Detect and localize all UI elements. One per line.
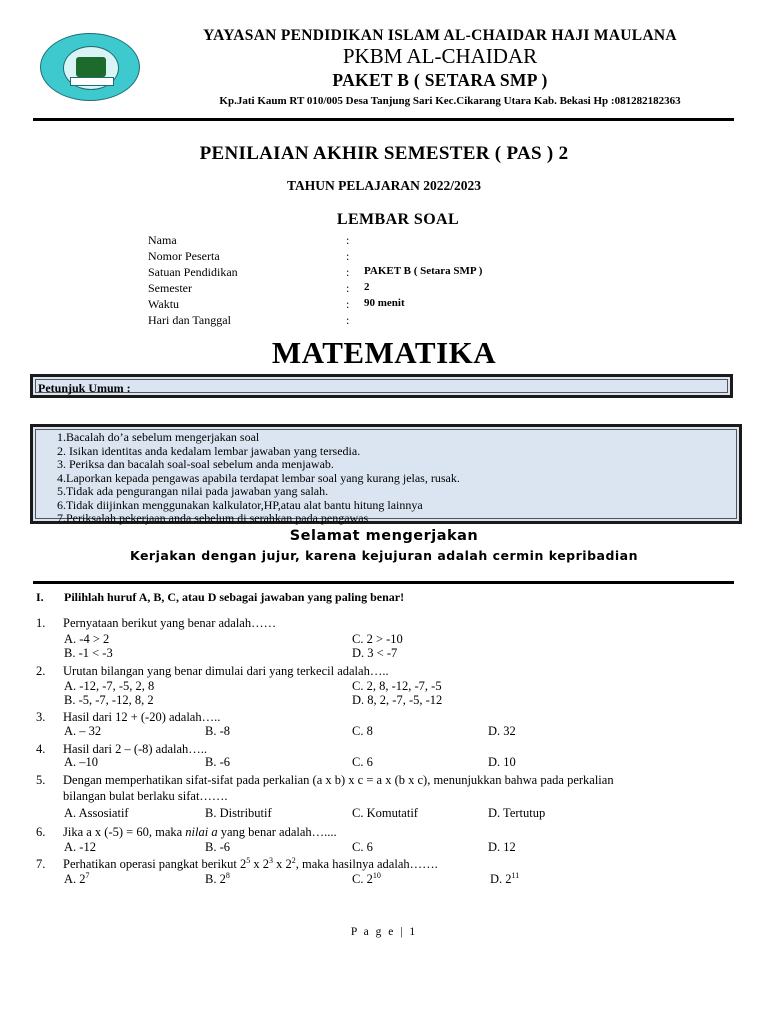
instruction-item: 2. Isikan identitas anda kedalam lembar jawaban yang tersedia. <box>57 443 361 458</box>
identity-colon: : <box>346 297 350 311</box>
option-b: B. Distributif <box>205 806 272 820</box>
greeting: Selamat mengerjakan <box>289 528 479 544</box>
option-a: A. -4 > 2 <box>64 632 110 646</box>
option-d: D. 12 <box>488 840 516 854</box>
option-b: B. -6 <box>205 840 230 854</box>
header-divider <box>33 118 734 121</box>
identity-colon: : <box>346 265 350 279</box>
option-c: C. Komutatif <box>352 806 418 820</box>
identity-label: Waktu <box>148 297 180 311</box>
school-logo <box>40 33 140 101</box>
instruction-item: 7.Periksalah pekerjaan anda sebelum di serahkan pada pengawas <box>57 511 369 525</box>
option-c: C. 2, 8, -12, -7, -5 <box>352 679 442 693</box>
option-b: B. -5, -7, -12, 8, 2 <box>64 693 154 707</box>
identity-colon: : <box>346 233 350 247</box>
question-text: Urutan bilangan yang benar dimulai dari yang terkecil adalah….. <box>63 664 389 678</box>
option-b: B. -6 <box>205 755 230 769</box>
option-b: B. $2^8$ <box>205 870 230 886</box>
identity-value: PAKET B ( Setara SMP ) <box>364 265 483 277</box>
option-c: C. 6 <box>352 840 373 854</box>
general-instructions-box <box>30 374 733 398</box>
question-text: Perhatikan operasi pangkat berikut $2^5$ x $2^3$ x $2^2$, maka hasilnya adalah……. <box>63 855 438 871</box>
identity-label: Hari dan Tanggal <box>148 313 231 327</box>
identity-label: Nomor Peserta <box>148 249 220 263</box>
identity-label: Satuan Pendidikan <box>148 265 238 279</box>
program-name: PAKET B ( SETARA SMP ) <box>332 70 548 90</box>
option-d: D. 8, 2, -7, -5, -12 <box>352 693 443 707</box>
question-text: Hasil dari 12 + (-20) adalah….. <box>63 710 221 724</box>
foundation-name: YAYASAN PENDIDIKAN ISLAM AL-CHAIDAR HAJI MAULANA <box>203 27 677 44</box>
option-a: A. –10 <box>64 755 99 769</box>
section-number: I. <box>36 590 44 604</box>
identity-label: Semester <box>148 281 192 295</box>
ribbon-icon <box>70 77 114 86</box>
question-number: 3. <box>36 710 46 724</box>
option-d: D. 3 < -7 <box>352 646 398 660</box>
logo-emblem <box>63 46 119 90</box>
instructions-box <box>30 424 742 524</box>
option-a: A. Assosiatif <box>64 806 129 820</box>
option-a: A. -12, -7, -5, 2, 8 <box>64 679 155 693</box>
page-number: P a g e | 1 <box>350 926 418 938</box>
instructions-list <box>57 431 460 526</box>
question-text: Jika a x (-5) = 60, maka nilai a yang benar adalah….... <box>63 825 337 839</box>
option-d: D. 10 <box>488 755 516 769</box>
instruction-item: 6.Tidak diijinkan menggunakan kalkulator,HP,atau alat bantu hitung lainnya <box>57 497 423 512</box>
identity-value: 90 menit <box>364 297 405 309</box>
section-divider <box>33 581 734 584</box>
instruction-item: 3. Periksa dan bacalah soal-soal sebelum anda menjawab. <box>57 457 334 471</box>
school-address: Kp.Jati Kaum RT 010/005 Desa Tanjung Sari Kec.Cikarang Utara Kab. Bekasi Hp :081282182363 <box>219 95 681 107</box>
option-c: C. 2 > -10 <box>352 632 403 646</box>
option-c: C. 6 <box>352 755 373 769</box>
question-number: 5. <box>36 773 46 787</box>
identity-colon: : <box>346 313 350 327</box>
question-number: 4. <box>36 742 46 756</box>
question-number: 1. <box>36 616 46 630</box>
sheet-title: LEMBAR SOAL <box>336 211 460 228</box>
option-a: A. $2^7$ <box>64 870 90 886</box>
instruction-item: 4.Laporkan kepada pengawas apabila terdapat lembar soal yang kurang jelas, rusak. <box>57 470 460 485</box>
school-name: PKBM AL-CHAIDAR <box>342 44 538 68</box>
instruction-item: 5.Tidak ada pengurangan nilai pada jawaban yang salah. <box>57 484 329 498</box>
option-c: C. $2^{10}$ <box>352 870 381 886</box>
book-icon <box>76 57 106 77</box>
option-b: B. -8 <box>205 724 230 738</box>
subject-title: MATEMATIKA <box>271 335 497 370</box>
identity-label: Nama <box>148 233 177 247</box>
question-number: 7. <box>36 857 46 871</box>
option-d: D. $2^{11}$ <box>490 870 520 886</box>
option-d: D. 32 <box>488 724 516 738</box>
question-text: Dengan memperhatikan sifat-sifat pada perkalian (a x b) x c = a x (b x c), menunjukkan bahwa pada perkalian <box>63 773 614 787</box>
option-a: A. -12 <box>64 840 96 854</box>
section-instruction: Pilihlah huruf A, B, C, atau D sebagai jawaban yang paling benar! <box>64 590 405 604</box>
option-c: C. 8 <box>352 724 373 738</box>
question-number: 6. <box>36 825 46 839</box>
academic-year: TAHUN PELAJARAN 2022/2023 <box>286 178 481 193</box>
identity-colon: : <box>346 281 350 295</box>
identity-value: 2 <box>364 281 370 293</box>
option-d: D. Tertutup <box>488 806 546 820</box>
question-number: 2. <box>36 664 46 678</box>
question-text-continued: bilangan bulat berlaku sifat……. <box>63 789 228 803</box>
option-a: A. – 32 <box>64 724 102 738</box>
identity-colon: : <box>346 249 350 263</box>
option-b: B. -1 < -3 <box>64 646 113 660</box>
general-instructions-label: Petunjuk Umum : <box>38 381 131 395</box>
question-text: Hasil dari 2 – (-8) adalah….. <box>63 742 208 756</box>
question-text: Pernyataan berikut yang benar adalah…… <box>63 616 277 630</box>
exam-title: PENILAIAN AKHIR SEMESTER ( PAS ) 2 <box>199 143 569 164</box>
motto: Kerjakan dengan jujur, karena kejujuran adalah cermin kepribadian <box>129 548 639 563</box>
instruction-item: 1.Bacalah do’a sebelum mengerjakan soal <box>57 430 260 444</box>
